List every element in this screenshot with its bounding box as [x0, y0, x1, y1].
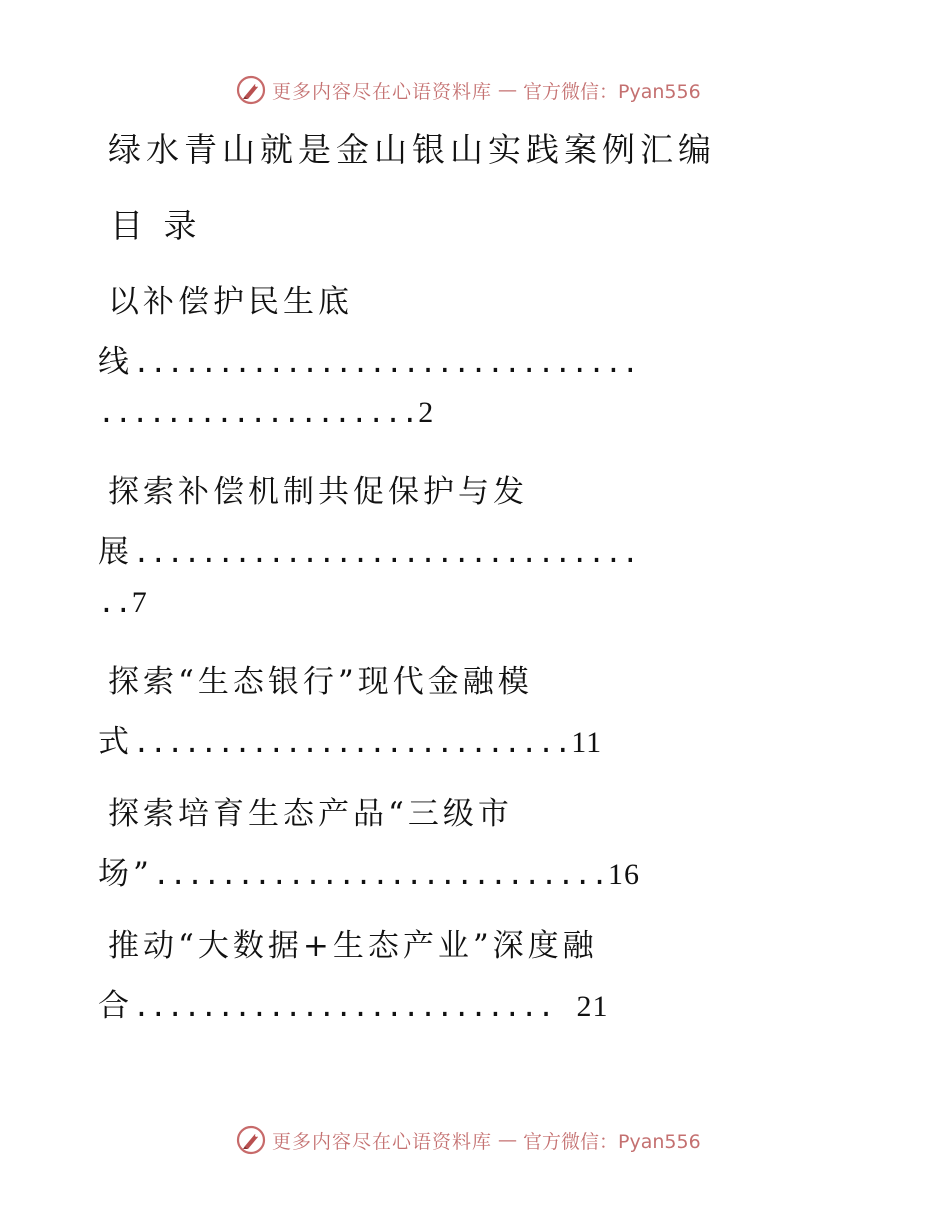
toc-entry-1-leaders-cont: ...................: [98, 396, 419, 429]
toc-entry-4-page[interactable]: 16: [608, 858, 641, 891]
toc-entry-2-line3: [98, 584, 148, 620]
toc-entry-1-leaders: ..............................: [133, 346, 639, 379]
toc-entry-1-title[interactable]: 以补偿护民生底: [108, 284, 353, 320]
header-watermark: [236, 72, 701, 108]
toc-entry-3-line2: [98, 716, 602, 761]
watermark-separator: —: [498, 1129, 518, 1151]
toc-entry-1-line2: [98, 336, 639, 381]
toc-entry-5-leaders: .........................: [133, 990, 555, 1023]
toc-entry-5-title-end: 合: [98, 988, 133, 1024]
toc-entry-5-title[interactable]: 推动“大数据+生态产业”深度融: [108, 928, 598, 964]
toc-entry-3-page[interactable]: 11: [571, 726, 603, 759]
document-title: 绿水青山就是金山银山实践案例汇编: [108, 130, 716, 169]
toc-entry-3-leaders: ..........................: [133, 726, 572, 759]
watermark-text: 更多内容尽在心语资料库: [272, 80, 493, 103]
watermark-wechat: 官方微信：Pyan556: [523, 1130, 701, 1153]
toc-entry-2-page[interactable]: 7: [131, 586, 148, 619]
toc-heading: 目 录: [110, 206, 202, 245]
toc-entry-3-title-end: 式: [98, 724, 133, 760]
toc-entry-5-page[interactable]: 21: [576, 990, 609, 1023]
toc-entry-2-title[interactable]: 探索补偿机制共促保护与发: [108, 474, 528, 510]
toc-entry-4-leaders: ...........................: [152, 858, 609, 891]
toc-entry-1-line3: [98, 394, 434, 430]
toc-entry-2-line2: [98, 526, 639, 571]
toc-entry-2-title-end: 展: [98, 534, 133, 570]
watermark-separator: —: [498, 79, 518, 101]
toc-entry-4-title-end: 场”: [98, 856, 153, 892]
toc-entry-4-title[interactable]: 探索培育生态产品“三级市: [108, 796, 513, 832]
toc-entry-1-page[interactable]: 2: [418, 396, 435, 429]
pen-logo-icon: [236, 1125, 266, 1155]
watermark-text: 更多内容尽在心语资料库: [272, 1130, 493, 1153]
toc-entry-3-title[interactable]: 探索“生态银行”现代金融模: [108, 664, 533, 700]
watermark-wechat: 官方微信：Pyan556: [523, 80, 701, 103]
toc-entry-1-title-end: 线: [98, 344, 133, 380]
toc-entry-5-line2: [98, 980, 608, 1025]
pen-logo-icon: [236, 75, 266, 105]
toc-entry-4-line2: [98, 848, 640, 893]
footer-watermark: [236, 1122, 701, 1158]
toc-entry-2-leaders: ..............................: [133, 536, 639, 569]
toc-entry-2-leaders-cont: ..: [98, 586, 132, 619]
